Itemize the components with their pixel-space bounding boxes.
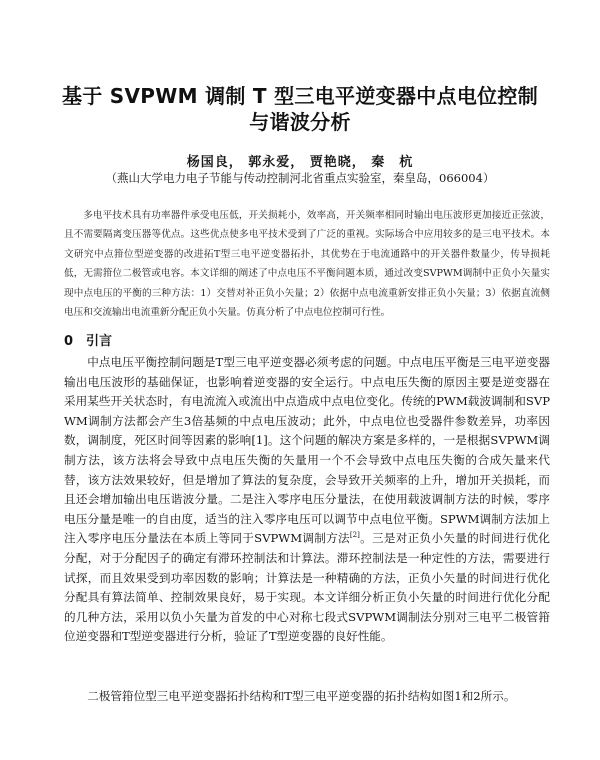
authors: 杨国良， 郭永爱， 贾艳晓， 秦 杭 <box>186 155 414 170</box>
intro-paragraph-2: 二极管箝位型三电平逆变器拓扑结构和T型三电平逆变器的拓扑结构如图1和2所示。 <box>87 689 516 703</box>
intro-paragraph-1-part-a: 中点电压平衡控制问题是T型三电平逆变器必须考虑的问题。中点电压平衡是三电平逆变器输出电压波形的基础保证，也影响着逆变器的安全运行。中点电压失衡的原因主要是逆变器在采用某些开关状态时，有电流流入或流出中点造成中点电位变化。传统的PWM载波调制和SVPWM调制方法都会产生3倍基频的中点电压波动；此外，中点电位也受器件参数差异，功率因数，调制度，死区时间等因素的影响[1]。这个问题的解决方案是多样的，一是根据SVPWM调制方法，该方法将会导致中点电压失衡的矢量用一个不会导致中点电压失衡的合成矢量来代替，该方法效果较好，但是增加了算法的复杂度，会导致开关频率的上升，增加开关损耗，而且还会增加输出电压谐波分量。二是注入零序电压分量法，在使用载波调制方法的时候，零序电压分量是唯一的自由度，适当的注入零序电压可以调节中点电位平衡。SPWM调制方法加上注入零序电压分量法在本质上等同于SVPWM调制方法 <box>64 355 550 546</box>
intro-paragraph-1-part-b: 。三是对正负小矢量的时间进行优化分配，对于分配因子的确定有滞环控制法和计算法。滞环控制法是一种定性的方法，需要进行试探，而且效果受到功率因数的影响；计算法是一种精确的方法，正负小矢量的时间进行优化分配具有算法简单、控制效果良好，易于实现。本文详细分析正负小矢量的时间进行优化分配的几种方法，采用以负小矢量为首发的中心对称七段式SVPWM调制法分别对三电平二极管箝位逆变器和T型逆变器进行分析，验证了T型逆变器的良好性能。 <box>64 531 550 644</box>
abstract: 多电平技术具有功率器件承受电压低，开关损耗小，效率高，开关频率相同时输出电压波形更加接近正弦波，且不需要隔离变压器等优点。这些优点使多电平技术受到了广泛的重视。实际场合中应用较多的是三电平技术。本文研究中点箝位型逆变器的改进拓T型三电平逆变器拓扑，其优势在于电流通路中的开关器件数量少，传导损耗低，无需箝位二极管或电容。本文详细的阐述了中点电压不平衡问题本质，通过改变SVPWM调制中正负小矢量实现中点电压的平衡的三种方法：1）交替对补正负小矢量；2）依据中点电流重新安排正负小矢量；3）依据直流侧电压和交流输出电流重新分配正负小矢量。仿真分析了中点电位控制可行性。 <box>64 210 550 319</box>
paper-title-line-2: 与谐波分析 <box>249 110 351 134</box>
section-heading-introduction: 0 引言 <box>64 334 113 349</box>
intro-paragraph-1 <box>64 353 550 647</box>
citation-2: [2] <box>349 531 360 540</box>
paper-title-line-1: 基于 SVPWM 调制 T 型三电平逆变器中点电位控制 <box>61 84 539 108</box>
affiliation: （燕山大学电力电子节能与传动控制河北省重点实验室，秦皇岛，066004） <box>105 171 495 185</box>
